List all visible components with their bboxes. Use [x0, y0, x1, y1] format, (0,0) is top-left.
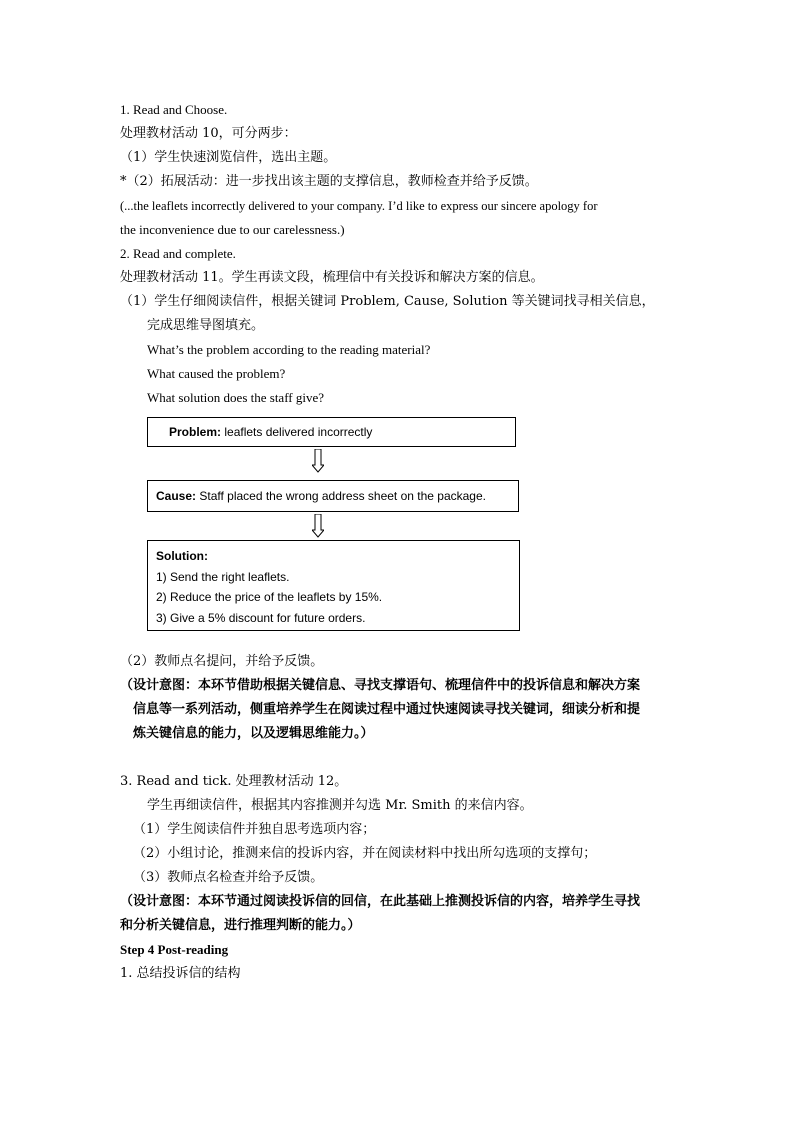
down-arrow-icon — [312, 449, 324, 473]
section3-step3: （3）教师点名检查并给予反馈。 — [133, 870, 324, 885]
question-3: What solution does the staff give? — [147, 390, 325, 405]
down-arrow-icon — [312, 514, 324, 538]
section2-intent-line2: 信息等一系列活动，侧重培养学生在阅读过程中通过快速阅读寻找关键词，细读分析和提 — [133, 702, 641, 717]
solution-item-3: 3) Give a 5% discount for future orders. — [156, 611, 366, 625]
step4-title: Step 4 Post-reading — [120, 942, 229, 957]
section2-step1-line1: （1）学生仔细阅读信件，根据关键词 Problem, Cause, Solution 等关键词找寻相关信息， — [120, 294, 655, 309]
section3-line1: 学生再细读信件，根据其内容推测并勾选 Mr. Smith 的来信内容。 — [147, 798, 533, 813]
solution-item-1: 1) Send the right leaflets. — [156, 570, 290, 584]
section2-title: 2. Read and complete. — [120, 246, 236, 261]
solution-label: Solution: — [156, 549, 208, 563]
cause-label: Cause: — [156, 489, 197, 503]
step4-item1: 1. 总结投诉信的结构 — [120, 966, 241, 981]
section1-title: 1. Read and Choose. — [120, 102, 228, 117]
section3-step1: （1）学生阅读信件并独自思考选项内容； — [133, 822, 376, 837]
problem-box — [147, 417, 516, 447]
section3-intent-line1: （设计意图：本环节通过阅读投诉信的回信，在此基础上推测投诉信的内容，培养学生寻找 — [120, 894, 641, 909]
cause-box — [147, 480, 519, 512]
problem-text: leaflets delivered incorrectly — [221, 425, 373, 439]
section3-step2: （2）小组讨论，推测来信的投诉内容，并在阅读材料中找出所勾选项的支撑句； — [133, 846, 597, 861]
section2-step1-line2: 完成思维导图填充。 — [147, 318, 265, 333]
section2-line1: 处理教材活动 11。学生再读文段，梳理信中有关投诉和解决方案的信息。 — [120, 270, 544, 285]
solution-box — [147, 540, 520, 631]
question-2: What caused the problem? — [147, 366, 286, 381]
cause-text: Staff placed the wrong address sheet on the package. — [196, 489, 486, 503]
problem-label: Problem: — [169, 425, 222, 439]
section3-intent-line2: 和分析关键信息，进行推理判断的能力。） — [120, 918, 361, 933]
section2-intent-line3: 炼关键信息的能力，以及逻辑思维能力。） — [133, 726, 374, 741]
section2-intent-line1: （设计意图：本环节借助根据关键信息、寻找支撑语句、梳理信件中的投诉信息和解决方案 — [120, 678, 641, 693]
section1-step2: *（2）拓展活动：进一步找出该主题的支撑信息，教师检查并给予反馈。 — [120, 174, 538, 189]
question-1: What’s the problem according to the reading material? — [147, 342, 431, 357]
section1-quote-line2: the inconvenience due to our carelessness.) — [120, 222, 345, 237]
section2-step2: （2）教师点名提问，并给予反馈。 — [120, 654, 324, 669]
section1-quote-line1: (...the leaflets incorrectly delivered to your company. I’d like to express our sincere apology for — [120, 199, 598, 213]
section3-title: 3. Read and tick. 处理教材活动 12。 — [120, 774, 348, 789]
solution-item-2: 2) Reduce the price of the leaflets by 15%. — [156, 590, 383, 604]
section1-line1: 处理教材活动 10，可分两步： — [120, 126, 297, 141]
section1-step1: （1）学生快速浏览信件，选出主题。 — [120, 150, 337, 165]
